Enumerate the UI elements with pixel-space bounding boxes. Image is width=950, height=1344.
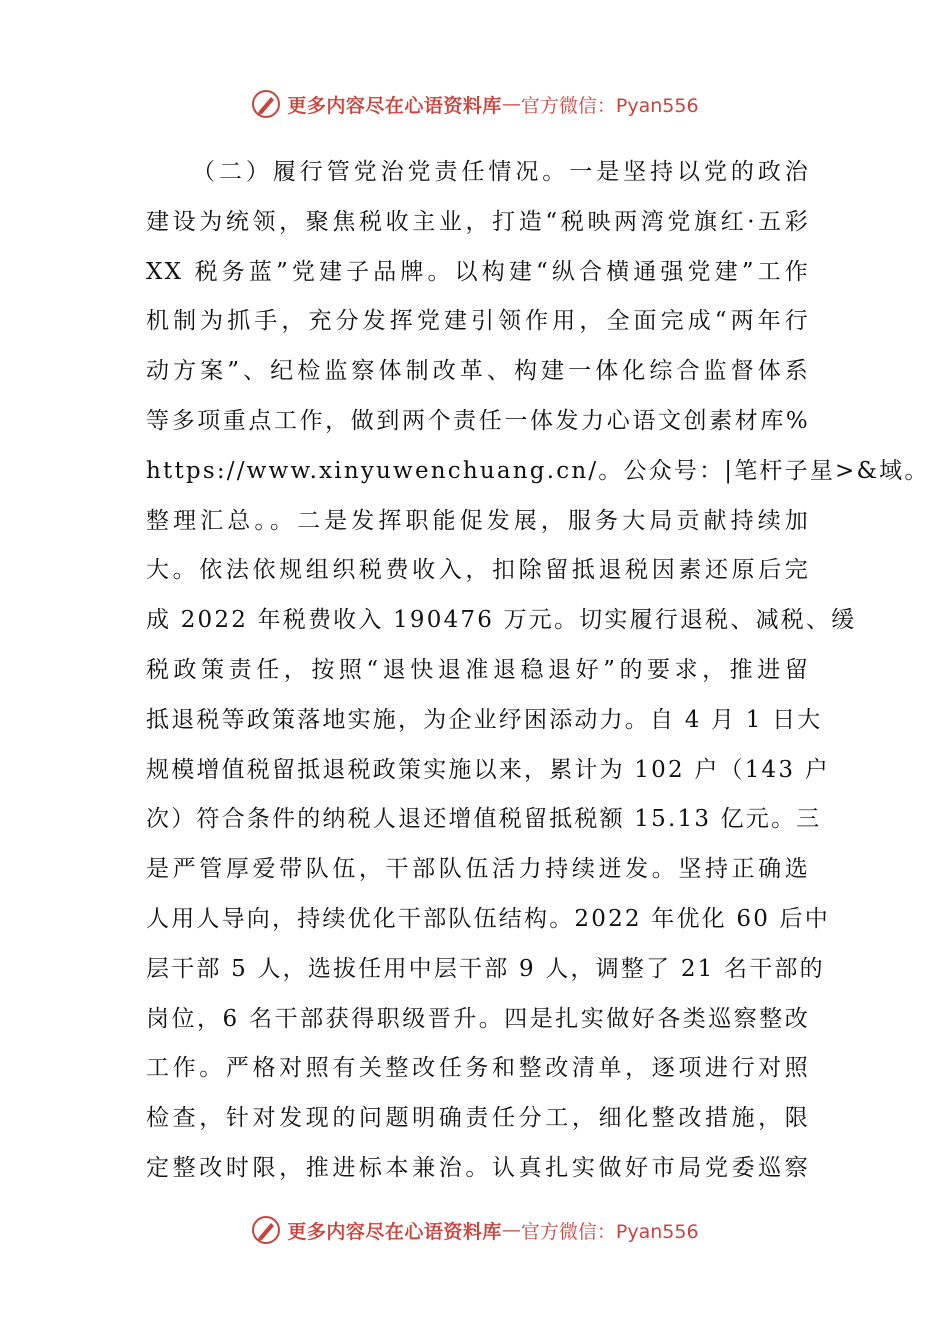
text-line: 人用人导向，持续优化干部队伍结构。2022 年优化 60 后中	[146, 905, 830, 932]
text-line: 机制为抓手，充分发挥党建引领作用，全面完成“两年行	[146, 308, 810, 335]
text-line: 整理汇总。。二是发挥职能促发展，服务大局贡献持续加	[146, 507, 810, 534]
text-line: 等多项重点工作，做到两个责任一体发力心语文创素材库%	[146, 407, 810, 434]
header-brand: 更多内容尽在心语资料库	[287, 94, 502, 117]
text-line: 规模增值税留抵退税政策实施以来，累计为 102 户（143 户	[146, 756, 830, 783]
footer-banner	[0, 1210, 950, 1250]
footer-brand: 更多内容尽在心语资料库	[287, 1220, 502, 1243]
text-line: （二）履行管党治党责任情况。一是坚持以党的政治	[192, 159, 810, 185]
document-body	[146, 148, 930, 1194]
text-line: 是严管厚爱带队伍，干部队伍活力持续迸发。坚持正确选	[146, 856, 810, 883]
header-banner	[0, 84, 950, 124]
text-line: 大。依法依规组织税费收入，扣除留抵退税因素还原后完	[146, 557, 810, 584]
text-line: XX 税务蓝”党建子品牌。以构建“纵合横通强党建”工作	[146, 258, 810, 285]
text-line: 工作。严格对照有关整改任务和整改清单，逐项进行对照	[146, 1055, 810, 1082]
text-line: 建设为统领，聚焦税收主业，打造“税映两湾党旗红·五彩	[146, 208, 810, 235]
text-line: 动方案”、纪检监察体制改革、构建一体化综合监督体系	[146, 358, 810, 385]
footer-dash: —	[501, 1219, 521, 1241]
text-line: 抵退税等政策落地实施，为企业纾困添动力。自 4 月 1 日大	[146, 706, 823, 733]
text-line: 成 2022 年税费收入 190476 万元。切实履行退税、减税、缓	[146, 607, 857, 634]
text-line: 检查，针对发现的问题明确责任分工，细化整改措施，限	[146, 1105, 810, 1132]
text-line: 层干部 5 人，选拔任用中层干部 9 人，调整了 21 名干部的	[146, 955, 825, 982]
text-line: 定整改时限，推进标本兼治。认真扎实做好市局党委巡察	[146, 1154, 810, 1181]
pen-logo-icon	[251, 89, 281, 119]
text-line: 税政策责任，按照“退快退准退稳退好”的要求，推进留	[146, 656, 810, 683]
pen-logo-icon	[251, 1215, 281, 1245]
text-line: 岗位，6 名干部获得职级晋升。四是扎实做好各类巡察整改	[146, 1005, 810, 1032]
text-line: 次）符合条件的纳税人退还增值税留抵税额 15.13 亿元。三	[146, 806, 822, 833]
text-line-url: https://www.xinyuwenchuang.cn/。公众号：|笔杆子星>&域。	[146, 457, 930, 484]
header-wechat: 官方微信：Pyan556	[520, 94, 699, 117]
header-dash: —	[501, 93, 521, 115]
footer-wechat: 官方微信：Pyan556	[520, 1220, 699, 1243]
